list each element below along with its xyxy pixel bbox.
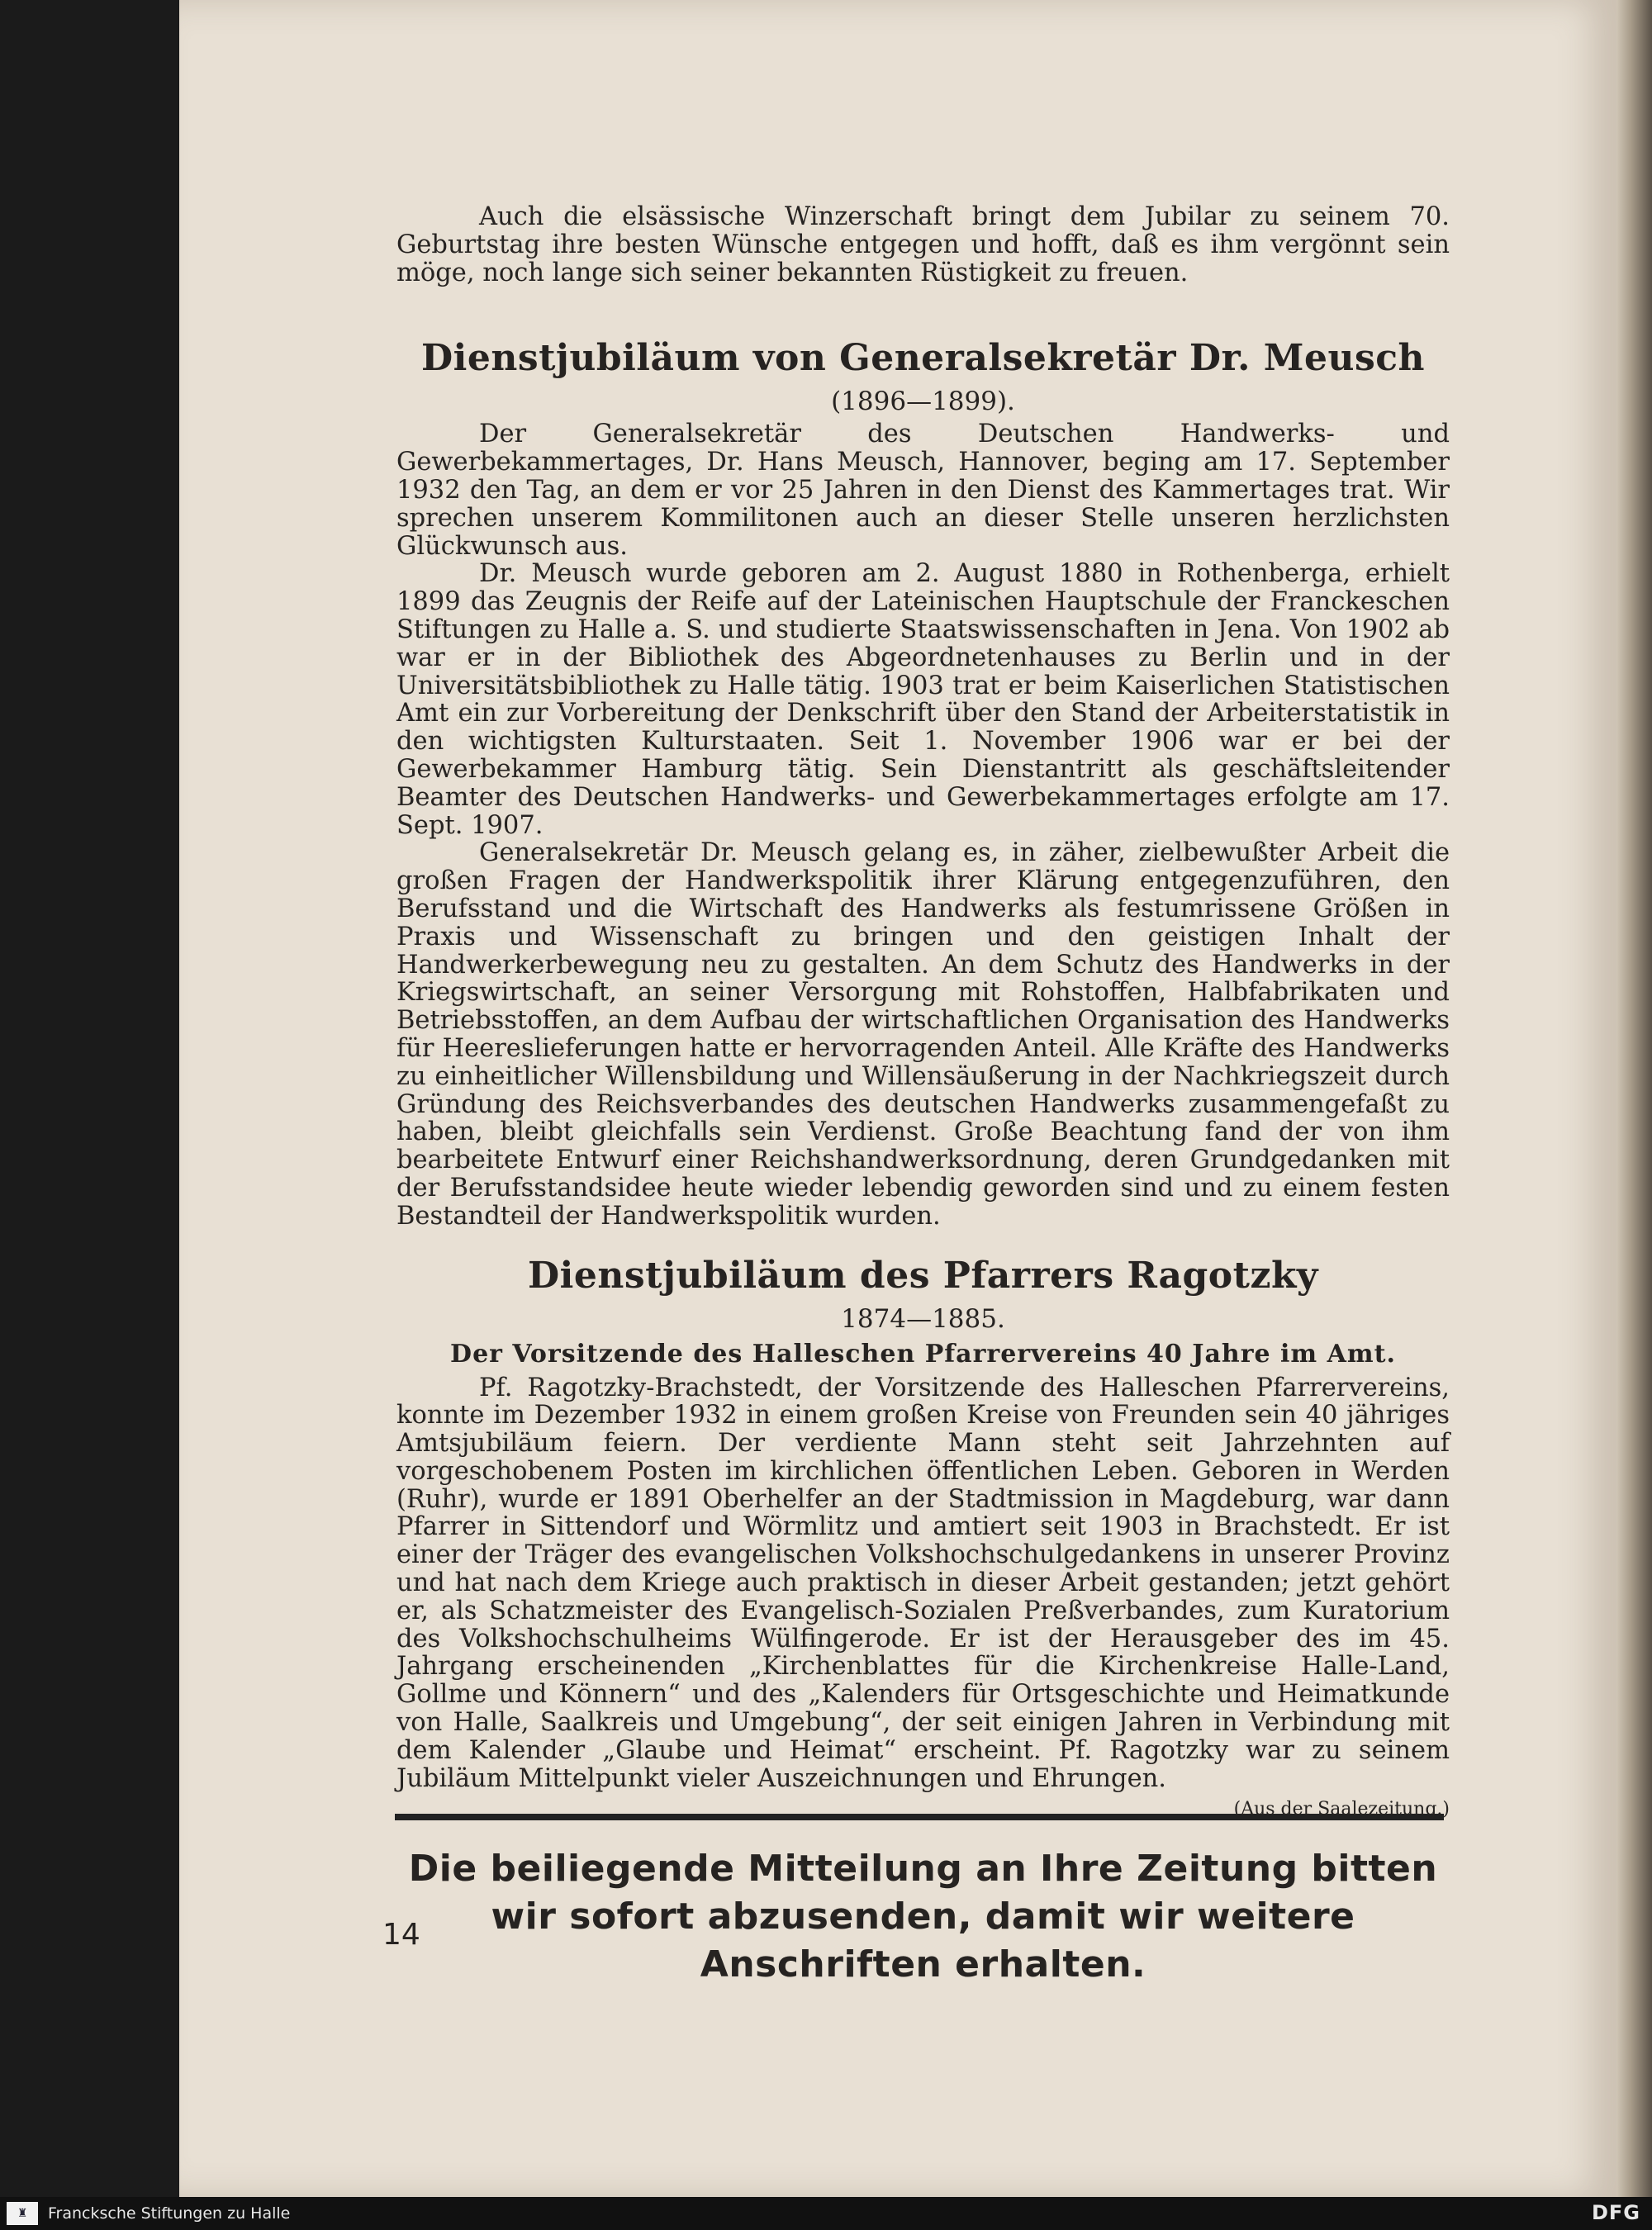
section1-years: (1896—1899).	[831, 387, 1015, 417]
section2-years: 1874—1885.	[841, 1303, 1005, 1334]
section2-heading: Dienstjubiläum des Pfarrers Ragotzky	[528, 1254, 1318, 1297]
dfg-logo: DFG	[1591, 2201, 1640, 2224]
section1-paragraph-3: Generalsekretär Dr. Meusch gelang es, in zäher, zielbewußter Arbeit die großen Fragen der Handwerkspolitik ihrer Klärung entgegenzuführen, den Berufsstand und die Wirtschaft des Handwerks als festumrissene Größen in Praxis und Wissenschaft zu bringen und den geistigen Inhalt der Handwerkerbewegung neu zu gestalten. An dem Schutz des Handwerks in der Kriegswirtschaft, an seiner Versorgung mit Rohstoffen, Halbfabrikaten und Betriebsstoffen, an dem Aufbau der wirtschaftlichen Organisation des Handwerks für Heereslieferungen hatte er hervorragenden Anteil. Alle Kräfte des Handwerks zu einheitlicher Willensbildung und Willensäußerung in der Nachkriegszeit durch Gründung des Reichsverbandes des deutschen Handwerks zusammengefaßt zu haben, bleibt gleichfalls sein Verdienst. Große Beachtung fand der von ihm bearbeitete Entwurf einer Reichshandwerksordnung, deren Grundgedanken mit der Berufsstandsidee heute wieder lebendig geworden sind und zu einem festen Bestandteil der Handwerkspolitik wurden.	[396, 838, 1450, 1231]
section1-paragraph-2: Dr. Meusch wurde geboren am 2. August 1880 in Rothenberga, erhielt 1899 das Zeugnis der Reife auf der Lateinischen Hauptschule der Franckeschen Stiftungen zu Halle a. S. und studierte Staatswissenschaften in Jena. Von 1902 ab war er in der Bibliothek des Abgeordnetenhauses zu Berlin und in der Universitätsbibliothek zu Halle tätig. 1903 trat er beim Kaiserlichen Statistischen Amt ein zur Vorbereitung der Denkschrift über den Stand der Arbeiterstatistik in den wichtigsten Kulturstaaten. Seit 1. November 1906 war er bei der Gewerbekammer Hamburg tätig. Sein Dienstantritt als geschäftsleitender Beamter des Deutschen Handwerks- und Gewerbekammertages erfolgte am 17. Sept. 1907.	[396, 559, 1450, 840]
section2-paragraph-text: Pf. Ragotzky-Brachstedt, der Vorsitzende des Halleschen Pfarrervereins, konnte im Dezember 1932 in einem großen Kreise von Freunden sein 40 jähriges Amtsjubiläum feiern. Der verdiente Mann steht seit Jahrzehnten auf vorgeschobenem Posten im kirchlichen öffentlichen Leben. Geboren in Werden (Ruhr), wurde er 1891 Oberhelfer an der Stadtmission in Magdeburg, war dann Pfarrer in Sittendorf und Wörmlitz und amtiert seit 1903 in Brachstedt. Er ist einer der Träger des evangelischen Volkshochschulgedankens in unserer Provinz und hat nach dem Kriege auch praktisch in dieser Arbeit gestanden; jetzt gehört er, als Schatzmeister des Evangelisch-Sozialen Preßverbandes, zum Kuratorium des Volkshochschulheims Wülfingerode. Er ist der Herausgeber des im 45. Jahrgang erscheinenden „Kirchenblattes für die Kirchenkreise Halle-Land, Gollme und Könnern“ und des „Kalenders für Ortsgeschichte und Heimatkunde von Halle, Saalkreis und Umgebung“, der seit einigen Jahren in Verbindung mit dem Kalender „Glaube und Heimat“ erscheint. Pf. Ragotzky war zu seinem Jubiläum Mittelpunkt vieler Auszeichnungen und Ehrungen.	[396, 1373, 1450, 1793]
page-content	[396, 203, 1450, 1989]
section1-heading: Dienstjubiläum von Generalsekretär Dr. Meusch	[420, 337, 1426, 380]
intro-paragraph: Auch die elsässische Winzerschaft bringt dem Jubilar zu seinem 70. Geburtstag ihre besten Wünsche entgegen und hofft, daß es ihm vergönnt sein möge, noch lange sich seiner bekannten Rüstigkeit zu freuen.	[396, 202, 1450, 287]
notice-line-2: wir sofort abzusenden, damit wir weitere Anschriften erhalten.	[491, 1896, 1355, 1986]
section2-paragraph	[396, 1373, 1450, 1820]
foundation-logo-icon: ♜	[7, 2202, 38, 2225]
notice-line-1: Die beiliegende Mitteilung an Ihre Zeitung bitten	[408, 1848, 1438, 1891]
notice-block	[396, 1845, 1450, 1989]
page-number: 14	[382, 1918, 420, 1952]
source-citation: (Aus der Saalezeitung.)	[1233, 1799, 1450, 1820]
section2-subheading: Der Vorsitzende des Halleschen Pfarrervereins 40 Jahre im Amt.	[450, 1339, 1396, 1369]
page-edge	[1616, 0, 1652, 2197]
viewer-footer-bar	[0, 2197, 1652, 2230]
institution-label: Francksche Stiftungen zu Halle	[48, 2204, 291, 2223]
section1-paragraph-1: Der Generalsekretär des Deutschen Handwerks- und Gewerbekammertages, Dr. Hans Meusch, Hannover, beging am 17. September 1932 den Tag, an dem er vor 25 Jahren in den Dienst des Kammertages trat. Wir sprechen unserem Kommilitonen auch an dieser Stelle unseren herzlichsten Glückwunsch aus.	[396, 420, 1450, 561]
